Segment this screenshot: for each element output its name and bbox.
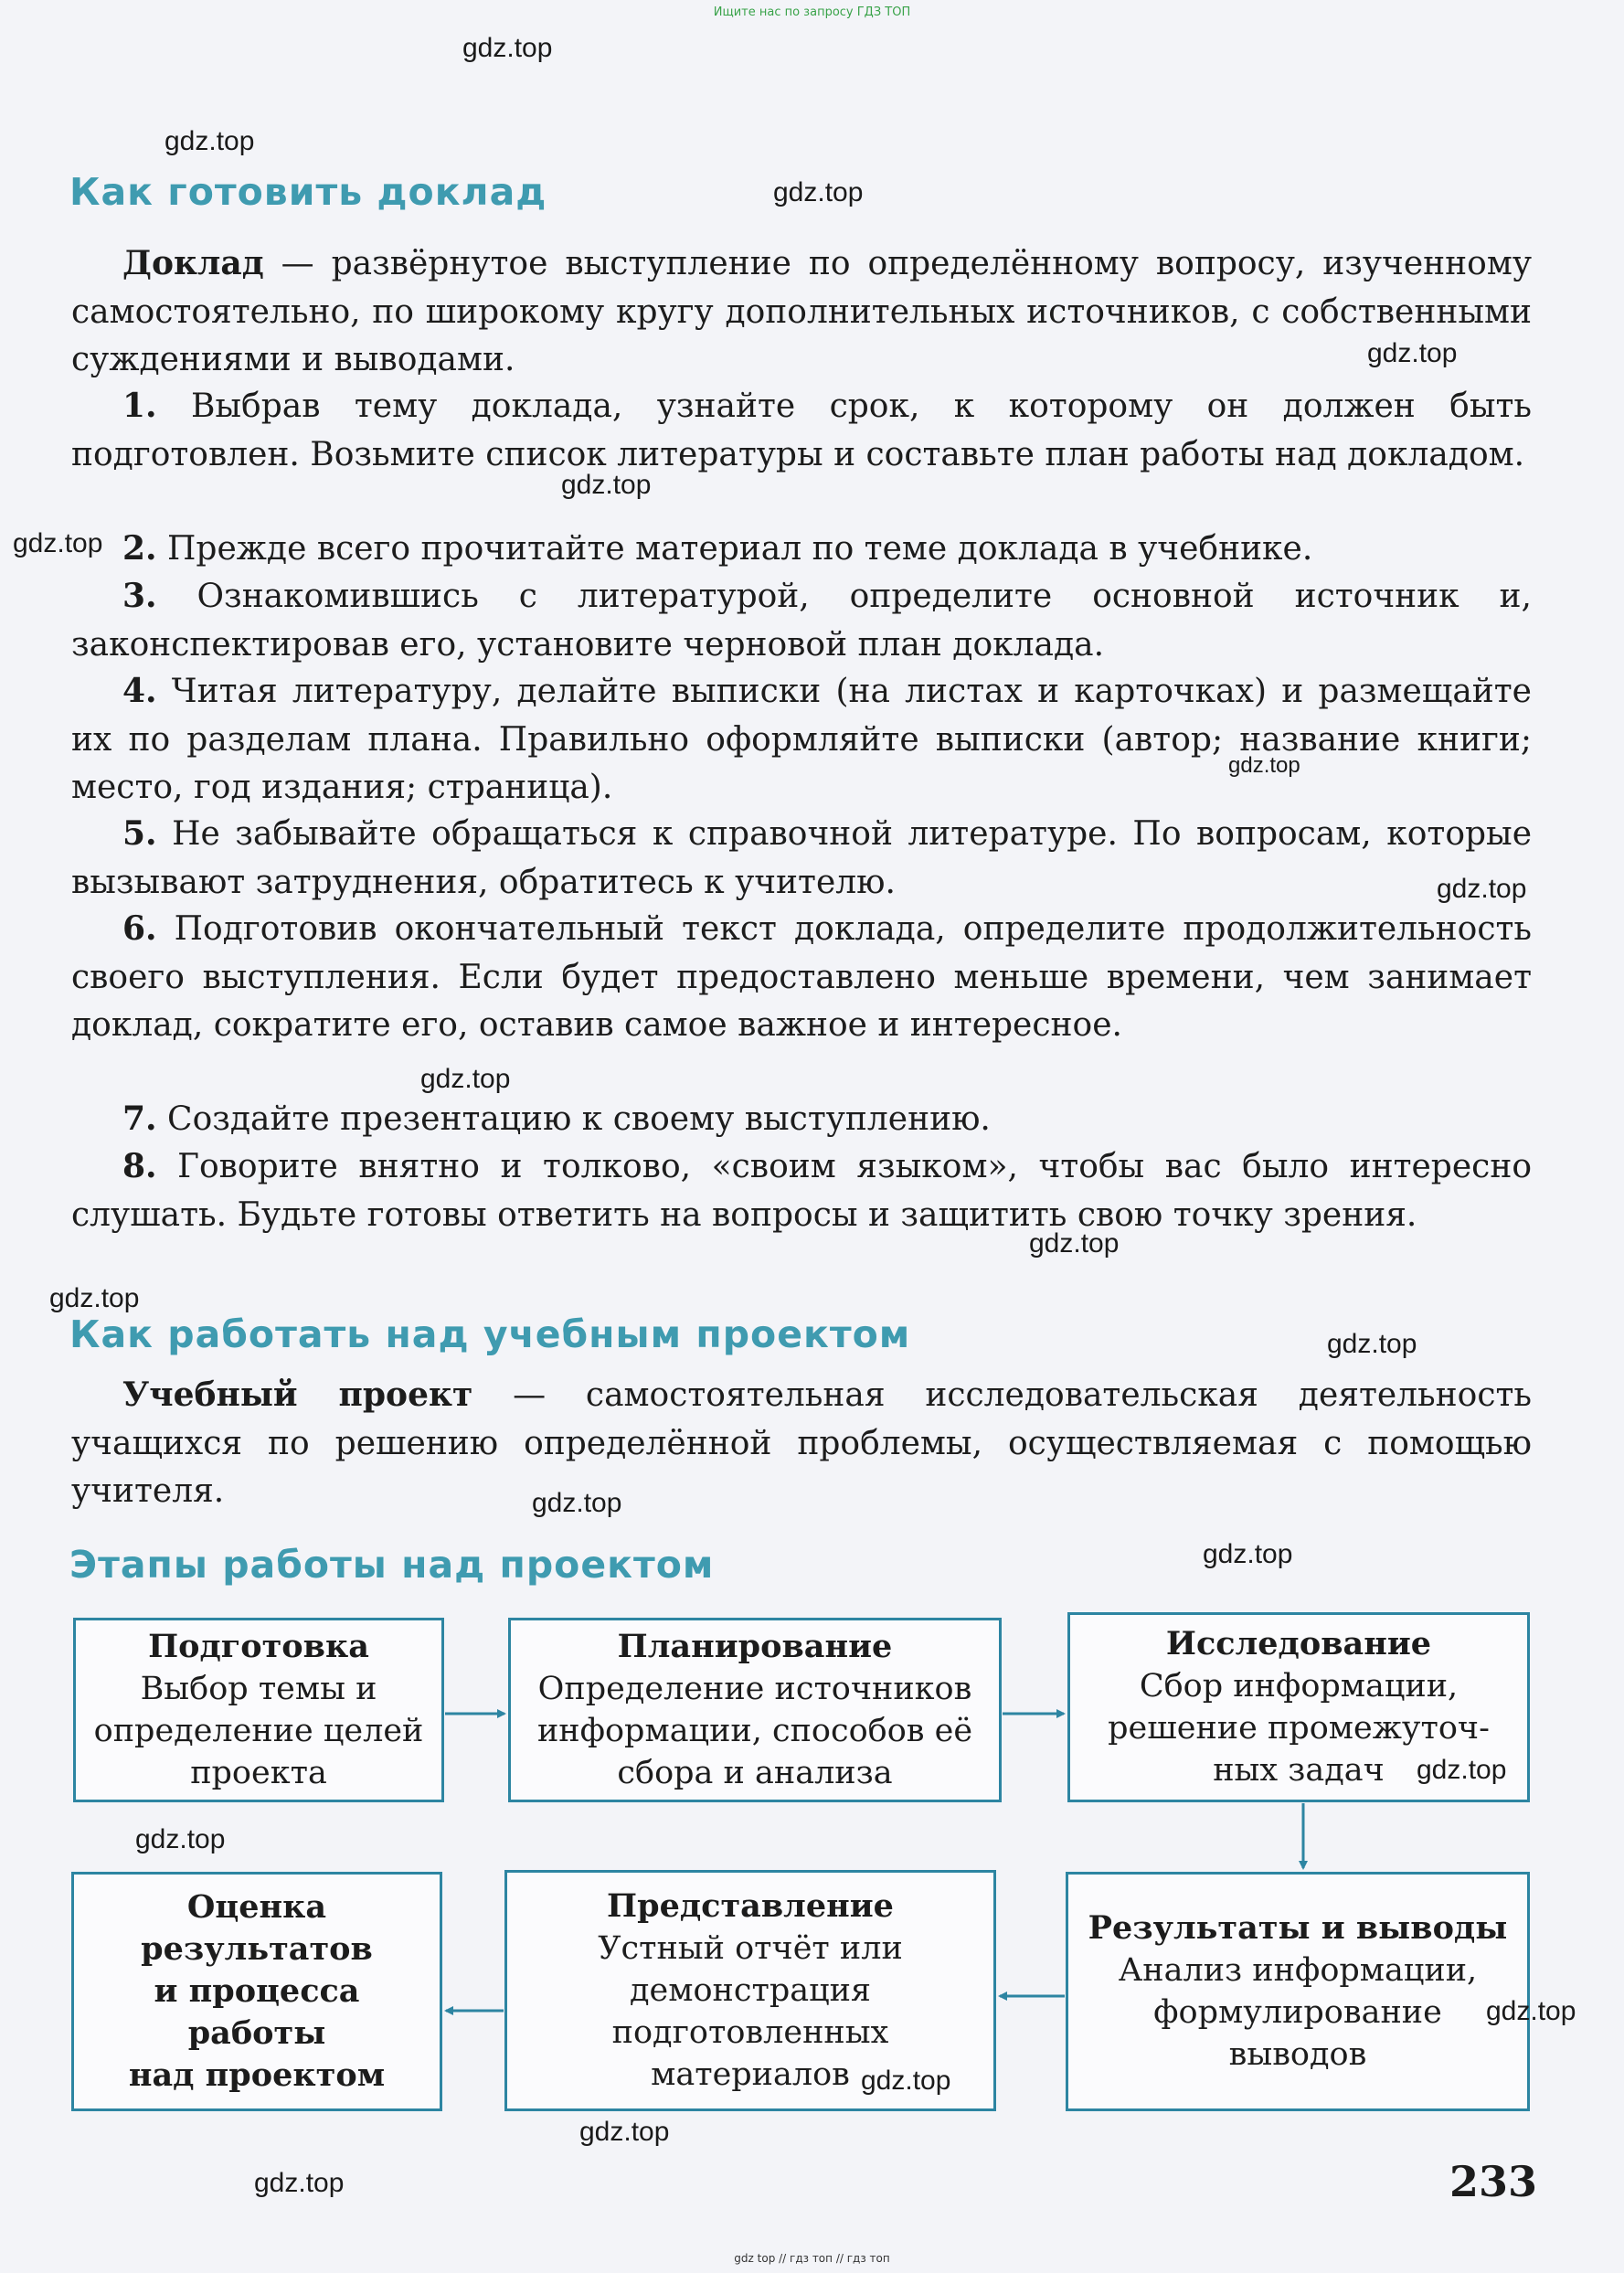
stage-line: Анализ информации,: [1118, 1952, 1478, 1989]
step-text: Выбрав тему доклада, узнайте срок, к которому он должен быть подготовлен. Возьмите список литературы и составьте план работы над докладом.: [71, 388, 1532, 473]
stage-line: и процесса работы: [154, 1972, 360, 2052]
stage-title: Представление: [607, 1887, 894, 1925]
stage-line: сбора и анализа: [617, 1755, 893, 1791]
term-report: Доклад: [122, 244, 264, 282]
step-number: 1.: [122, 387, 157, 425]
stage-line: материалов: [651, 2056, 850, 2093]
watermark: gdz.top: [13, 528, 103, 558]
step-number: 2.: [122, 529, 157, 568]
step-number: 3.: [122, 577, 157, 615]
stage-line: подготовленных: [611, 2014, 889, 2051]
watermark: gdz.top: [420, 1064, 511, 1094]
stage-line: выводов: [1228, 2036, 1367, 2073]
stage-title: Исследование: [1165, 1625, 1432, 1662]
watermark: gdz.top: [773, 177, 864, 207]
stage-title: Результаты и выводы: [1088, 1909, 1508, 1947]
watermark: gdz.top: [135, 1824, 226, 1854]
stage-line: ных задач: [1213, 1752, 1385, 1789]
watermark: gdz.top: [1486, 1996, 1576, 2026]
watermark: gdz.top: [165, 126, 255, 156]
watermark: gdz.top: [532, 1488, 622, 1518]
step-text: Создайте презентацию к своему выступлению.: [156, 1100, 991, 1138]
definition-text: — развёрнутое выступление по определённому вопросу, изученному самостоятельно, по широкому кругу дополнительных источников, с собственными суждениями и выводами.: [71, 245, 1532, 379]
term-project: Учебный проект: [122, 1375, 473, 1414]
watermark: gdz.top: [462, 33, 553, 63]
step-text: Прежде всего прочитайте материал по теме доклада в учебнике.: [156, 530, 1313, 568]
step-text: Подготовив окончательный текст доклада, определите продолжительность своего выступления. Если будет предоставлено меньше времени, чем занимает доклад, сократите его, оставив самое важное и интересное.: [71, 910, 1532, 1045]
step-text: Читая литературу, делайте выписки (на листах и карточках) и размещайте их по разделам плана. Правильно оформляйте выписки (автор; название книги; место, год издания; страница).: [71, 673, 1532, 807]
stage-line: информации, способов её: [536, 1713, 973, 1749]
stage-line: формулирование: [1153, 1994, 1442, 2031]
step-number: 6.: [122, 909, 157, 948]
stage-line: Сбор информации,: [1139, 1668, 1459, 1705]
watermark: gdz.top: [1228, 753, 1300, 778]
watermark: gdz.top: [1417, 1755, 1507, 1785]
stage-line: Выбор темы и: [140, 1671, 377, 1707]
header-note: Ищите нас по запросу ГДЗ ТОП: [713, 5, 911, 19]
step-text: Говорите внятно и толково, «своим языком», чтобы вас было интересно слушать. Будьте готовы ответить на вопросы и защитить свою точку зрения.: [71, 1148, 1532, 1234]
watermark: gdz.top: [254, 2168, 345, 2198]
step-number: 8.: [122, 1147, 157, 1185]
definition-text: — самостоятельная исследовательская деятельность учащихся по решению определённой проблемы, осуществляемая с помощью учителя.: [71, 1376, 1532, 1511]
page-number: 233: [1449, 2157, 1538, 2206]
step-number: 5.: [122, 814, 157, 853]
watermark: gdz.top: [561, 470, 652, 500]
stage-title: Подготовка: [148, 1628, 369, 1665]
step-number: 4.: [122, 672, 157, 710]
stage-line: над проектом: [128, 2056, 386, 2094]
footer-note: gdz top // гдз топ // гдз топ: [734, 2252, 890, 2265]
watermark: gdz.top: [1367, 338, 1458, 368]
stage-title: Оценка результатов: [141, 1888, 373, 1968]
watermark: gdz.top: [579, 2117, 670, 2147]
section-title-stages: Этапы работы над проектом: [69, 1543, 715, 1587]
watermark: gdz.top: [49, 1283, 140, 1313]
step-number: 7.: [122, 1099, 157, 1138]
step-text: Не забывайте обращаться к справочной литературе. По вопросам, которые вызывают затруднения, обратитесь к учителю.: [71, 815, 1532, 901]
watermark: gdz.top: [1203, 1539, 1293, 1569]
section-title-report: Как готовить доклад: [69, 170, 547, 214]
watermark: gdz.top: [1029, 1228, 1120, 1259]
watermark: gdz.top: [1437, 874, 1527, 904]
stage-line: проекта: [190, 1755, 327, 1791]
stage-line: демонстрация: [629, 1972, 872, 2009]
stage-title: Планирование: [617, 1628, 893, 1665]
watermark: gdz.top: [861, 2066, 951, 2096]
watermark: gdz.top: [1327, 1329, 1417, 1359]
stage-line: решение промежуточ-: [1108, 1710, 1490, 1747]
section-title-project: Как работать над учебным проектом: [69, 1312, 911, 1356]
stage-line: Определение источников: [537, 1671, 972, 1707]
stage-line: определение целей: [93, 1713, 424, 1749]
stage-line: Устный отчёт или: [598, 1930, 903, 1967]
step-text: Ознакомившись с литературой, определите основной источник и, законспектировав его, установите черновой план доклада.: [71, 578, 1532, 664]
